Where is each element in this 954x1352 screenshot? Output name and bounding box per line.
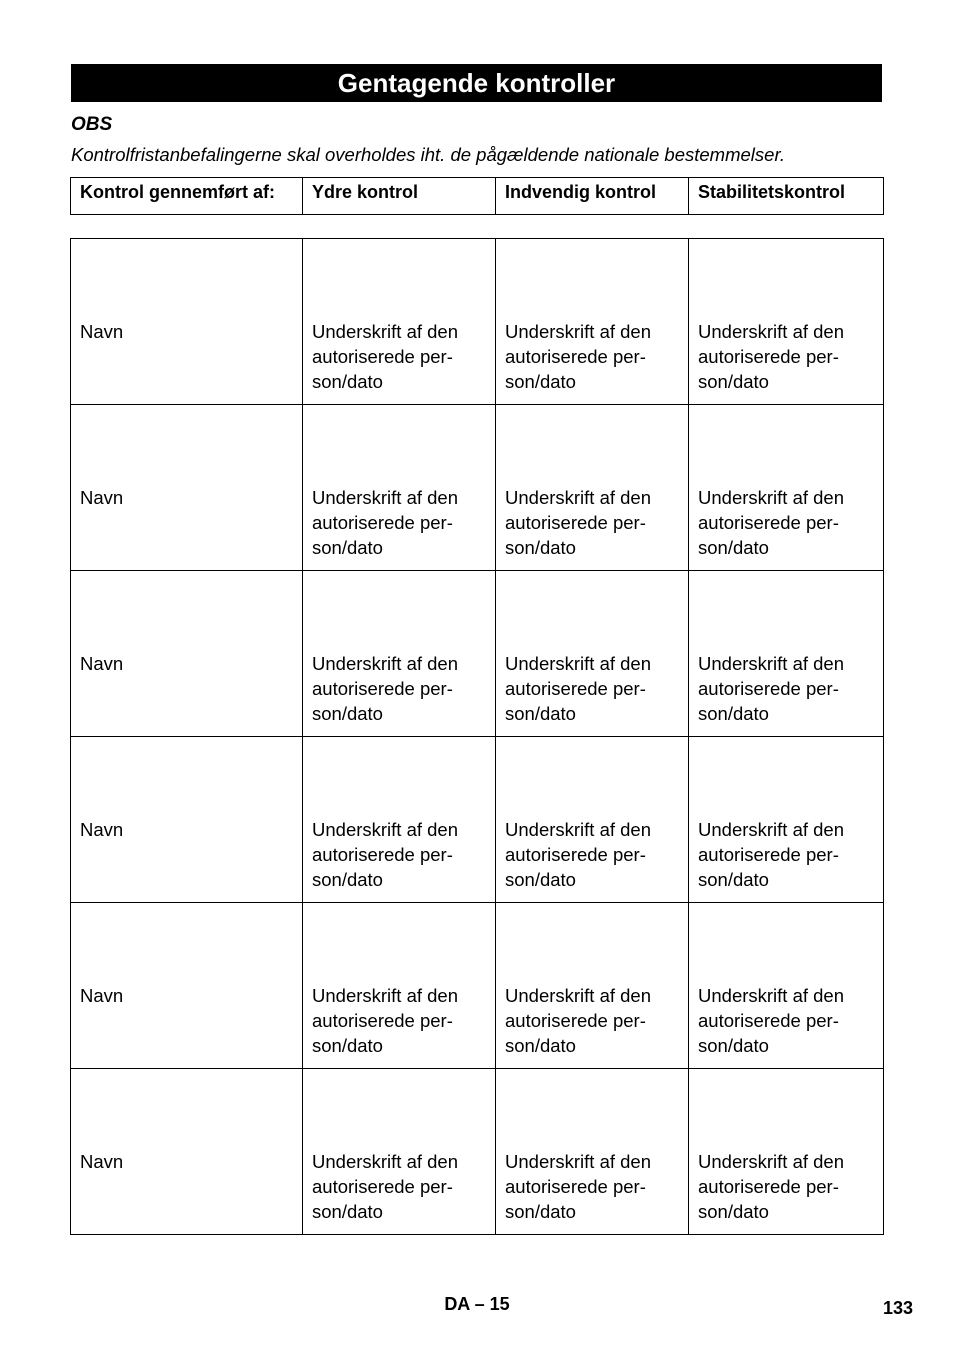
page-title: Gentagende kontroller <box>71 64 882 102</box>
header-performed-by: Kontrol gennemført af: <box>71 178 303 215</box>
control-header-table <box>70 177 884 215</box>
table-row <box>71 1069 884 1235</box>
name-cell: Navn <box>71 737 303 903</box>
internal-signature-cell: Underskrift af den autoriserede per- son/dato <box>496 405 689 571</box>
header-row <box>71 178 884 215</box>
table-row <box>71 571 884 737</box>
internal-signature-cell: Underskrift af den autoriserede per- son/dato <box>496 1069 689 1235</box>
external-signature-cell: Underskrift af den autoriserede per- son/dato <box>303 239 496 405</box>
page-number: 133 <box>882 1298 913 1318</box>
stability-signature-cell: Underskrift af den autoriserede per- son/dato <box>689 737 884 903</box>
external-signature-cell: Underskrift af den autoriserede per- son/dato <box>303 737 496 903</box>
control-record-table <box>70 238 884 1235</box>
header-stability-inspection: Stabilitetskontrol <box>689 178 884 215</box>
external-signature-cell: Underskrift af den autoriserede per- son/dato <box>303 1069 496 1235</box>
note-heading: OBS <box>71 114 113 135</box>
name-cell: Navn <box>71 1069 303 1235</box>
table-row <box>71 903 884 1069</box>
internal-signature-cell: Underskrift af den autoriserede per- son/dato <box>496 239 689 405</box>
stability-signature-cell: Underskrift af den autoriserede per- son/dato <box>689 405 884 571</box>
name-cell: Navn <box>71 903 303 1069</box>
external-signature-cell: Underskrift af den autoriserede per- son/dato <box>303 903 496 1069</box>
external-signature-cell: Underskrift af den autoriserede per- son/dato <box>303 571 496 737</box>
internal-signature-cell: Underskrift af den autoriserede per- son/dato <box>496 903 689 1069</box>
stability-signature-cell: Underskrift af den autoriserede per- son/dato <box>689 571 884 737</box>
stability-signature-cell: Underskrift af den autoriserede per- son/dato <box>689 903 884 1069</box>
table-row <box>71 405 884 571</box>
name-cell: Navn <box>71 405 303 571</box>
table-row <box>71 239 884 405</box>
header-external-inspection: Ydre kontrol <box>303 178 496 215</box>
name-cell: Navn <box>71 571 303 737</box>
section-page-number: DA – 15 <box>444 1294 510 1314</box>
internal-signature-cell: Underskrift af den autoriserede per- son/dato <box>496 571 689 737</box>
table-row <box>71 737 884 903</box>
header-internal-inspection: Indvendig kontrol <box>496 178 689 215</box>
external-signature-cell: Underskrift af den autoriserede per- son/dato <box>303 405 496 571</box>
stability-signature-cell: Underskrift af den autoriserede per- son/dato <box>689 1069 884 1235</box>
record-rows <box>71 239 884 1235</box>
internal-signature-cell: Underskrift af den autoriserede per- son/dato <box>496 737 689 903</box>
stability-signature-cell: Underskrift af den autoriserede per- son/dato <box>689 239 884 405</box>
name-cell: Navn <box>71 239 303 405</box>
note-text: Kontrolfristanbefalingerne skal overholdes iht. de pågældende nationale bestemmelser. <box>71 144 786 165</box>
